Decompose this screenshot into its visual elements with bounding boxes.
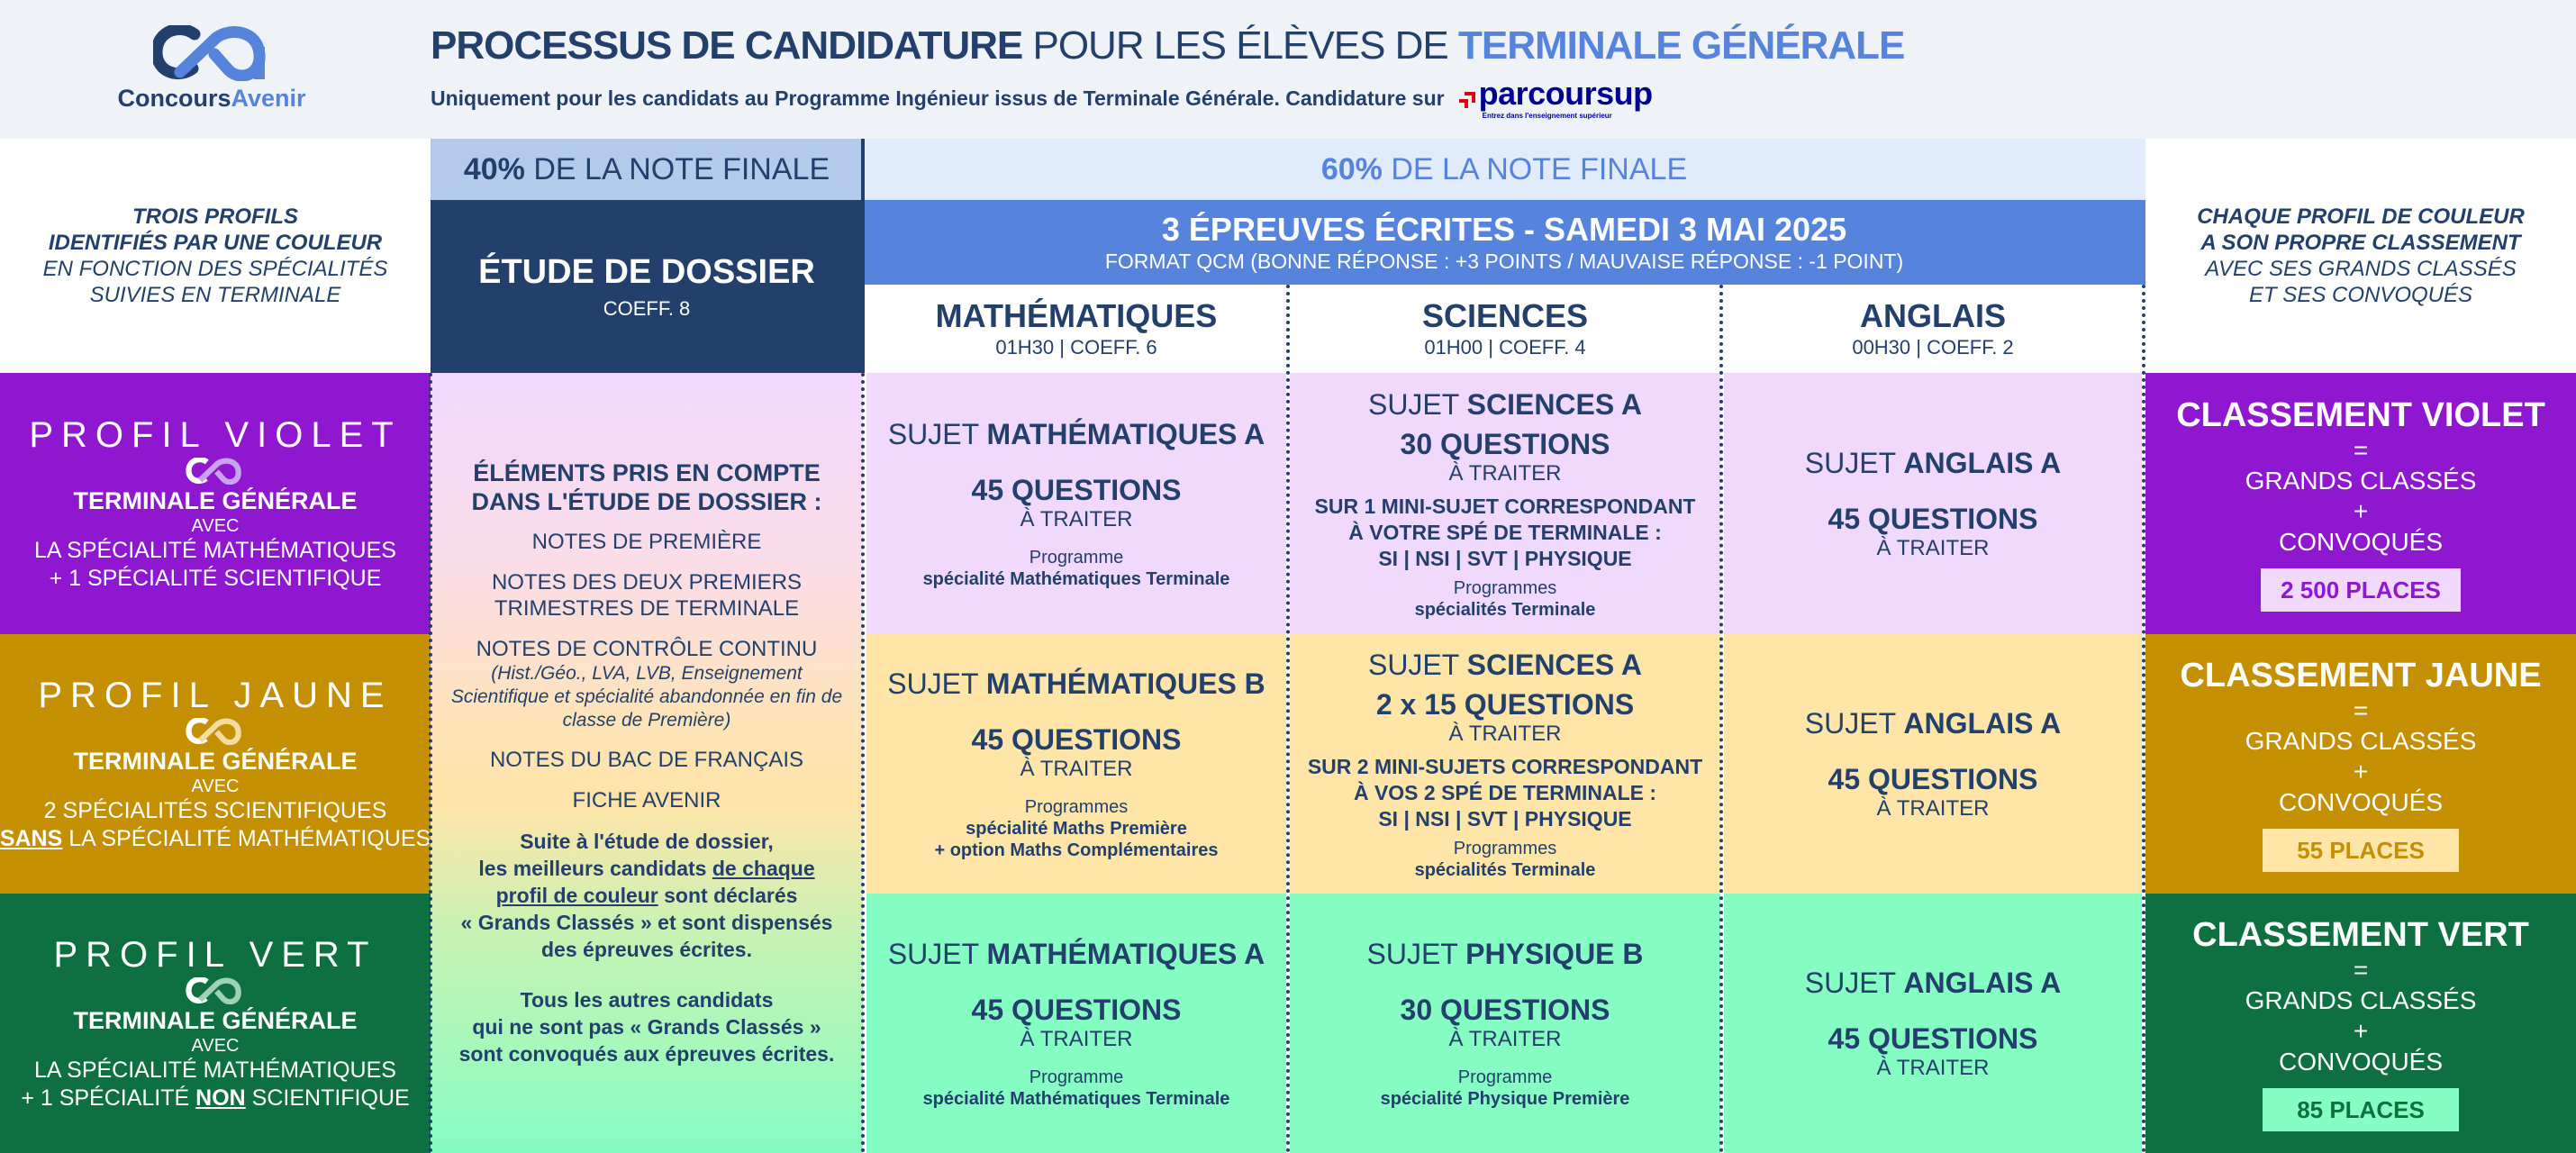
exam-cell-jaune-anglais	[1724, 634, 2142, 894]
dotted-divider	[2142, 285, 2145, 1153]
profile-avec: AVEC	[191, 1036, 240, 1056]
subtitle-text: Uniquement pour les candidats au Programme Ingénieur issus de Terminale Générale. Candidature sur	[431, 86, 1445, 110]
exam-cell-vert-anglais	[1724, 894, 2142, 1153]
profile-track: TERMINALE GÉNÉRALE	[73, 1007, 358, 1034]
epreuves-title: 3 ÉPREUVES ÉCRITES - SAMEDI 3 MAI 2025	[1161, 211, 1847, 248]
concours-avenir-logo-icon	[153, 25, 270, 81]
profile-jaune	[0, 634, 431, 894]
sujet-label: SUJET	[1366, 938, 1466, 970]
mini-line: SI | NSI | SVT | PHYSIQUE	[1378, 806, 1632, 831]
programme-label: Programmes	[1453, 577, 1557, 598]
sujet-label: SUJET	[887, 938, 987, 970]
profile-name: PROFIL JAUNE	[38, 676, 393, 715]
sujet-label: SUJET	[1367, 387, 1467, 421]
sujet-label: SUJET	[1804, 447, 1904, 479]
dossier-item-text: NOTES DE PREMIÈRE	[531, 530, 762, 554]
programme-detail: + option Maths Complémentaires	[934, 840, 1219, 860]
brand-part2: Avenir	[231, 85, 306, 112]
ranking-title: CLASSEMENT JAUNE	[2180, 657, 2542, 695]
programme	[1415, 838, 1596, 881]
title-part2: POUR LES ÉLÈVES DE	[1022, 23, 1458, 68]
dossier-item	[573, 787, 721, 813]
title-part3: TERMINALE GÉNÉRALE	[1458, 23, 1905, 68]
profile-avec: AVEC	[191, 516, 240, 536]
mini-line: À VOS 2 SPÉ DE TERMINALE :	[1353, 780, 1657, 804]
sujet-name: ANGLAIS A	[1903, 707, 2062, 740]
profile-vert	[0, 894, 431, 1153]
para-line: des épreuves écrites.	[541, 938, 752, 961]
para-line: « Grands Classés » et sont dispensés	[460, 911, 833, 934]
programme	[923, 547, 1230, 590]
weight-ecrits-label: DE LA NOTE FINALE	[1382, 151, 1688, 186]
dossier-title: ÉTUDE DE DOSSIER	[478, 252, 815, 291]
spec2-post: SCIENTIFIQUE	[245, 1085, 410, 1111]
para-line	[461, 855, 833, 882]
ranking-jaune	[2145, 634, 2576, 894]
brand-part1: Concours	[117, 85, 231, 112]
dossier-details-heading	[472, 458, 822, 516]
infinity-logo-icon	[186, 977, 245, 1004]
programme-detail: spécialités Terminale	[1414, 859, 1596, 880]
para-line: Tous les autres candidats	[520, 988, 774, 1012]
profile-spec1: 2 SPÉCIALITÉS SCIENTIFIQUES	[43, 798, 387, 823]
mini-line: À VOTRE SPÉ DE TERMINALE :	[1348, 520, 1662, 544]
programme	[934, 796, 1218, 861]
sujet-name: MATHÉMATIQUES B	[985, 667, 1265, 700]
infinity-logo-icon	[186, 718, 245, 745]
dossier-details	[431, 373, 863, 1153]
intro-left-line: TROIS PROFILS	[132, 204, 298, 229]
a-traiter: À TRAITER	[1020, 757, 1133, 781]
dossier-item-text: NOTES DU BAC DE FRANÇAIS	[489, 748, 804, 772]
sujet-name: ANGLAIS A	[1903, 447, 2062, 479]
exam-cell-vert-maths	[866, 894, 1286, 1153]
subject-header-maths	[866, 285, 1286, 373]
sujet-label: SUJET	[887, 418, 987, 450]
ranking-eq: =	[2353, 956, 2369, 984]
parcoursup-arrow-icon	[1457, 90, 1477, 110]
ranking-convoques: CONVOQUÉS	[2278, 788, 2444, 816]
spec2-pre: + 1 SPÉCIALITÉ SCIENTIFIQUE	[49, 566, 382, 591]
exam-cell-violet-maths	[866, 373, 1286, 634]
parcoursup-word: parcoursup	[1478, 75, 1653, 112]
epreuves-header	[863, 200, 2145, 285]
column-divider	[861, 139, 865, 373]
convoques-paragraph	[459, 986, 835, 1067]
dotted-divider	[1719, 285, 1723, 1153]
grands-classes-paragraph	[461, 828, 833, 963]
infinity-logo-icon	[186, 458, 245, 485]
programme-label: Programme	[1029, 1067, 1124, 1087]
question-count: 45 QUESTIONS	[1828, 503, 2038, 535]
ranking-vert	[2145, 894, 2576, 1153]
epreuves-format: FORMAT QCM (BONNE RÉPONSE : +3 POINTS / MAUVAISE RÉPONSE : -1 POINT)	[1104, 250, 1904, 273]
a-traiter: À TRAITER	[1020, 507, 1133, 531]
para-line	[461, 882, 833, 909]
parcoursup-tagline: Entrez dans l'enseignement supérieur	[1482, 112, 1612, 120]
question-count: 30 QUESTIONS	[1400, 427, 1610, 460]
a-traiter: À TRAITER	[1448, 721, 1562, 746]
programme-label: Programme	[1029, 548, 1124, 567]
exam-cell-jaune-sciences	[1290, 634, 1720, 894]
heading-line: ÉLÉMENTS PRIS EN COMPTE	[473, 459, 821, 486]
question-count: 2 x 15 QUESTIONS	[1375, 687, 1635, 721]
dossier-item	[447, 636, 847, 732]
programme	[1381, 1067, 1630, 1110]
sujet-name: ANGLAIS A	[1903, 967, 2062, 999]
subject-name: ANGLAIS	[1860, 297, 2006, 334]
spec2-underlined: NON	[195, 1085, 246, 1111]
programme-detail: spécialités Terminale	[1414, 599, 1596, 620]
dossier-item-text: NOTES DES DEUX PREMIERS	[491, 570, 803, 595]
sujet-label: SUJET	[887, 667, 986, 700]
ranking-grands-classes: GRANDS CLASSÉS	[2245, 467, 2477, 495]
dotted-divider	[861, 373, 865, 1153]
exam-cell-violet-anglais	[1724, 373, 2142, 634]
dossier-item	[492, 569, 802, 622]
places-badge: 2 500 PLACES	[2261, 568, 2461, 612]
question-count: 45 QUESTIONS	[1828, 763, 2038, 795]
parcoursup-logo[interactable]	[1457, 77, 1653, 120]
programme-label: Programmes	[1453, 838, 1557, 858]
profile-name: PROFIL VERT	[53, 935, 377, 975]
ranking-eq: =	[2353, 436, 2369, 464]
a-traiter: À TRAITER	[1876, 536, 1990, 560]
dossier-coeff: COEFF. 8	[603, 296, 691, 320]
para-underlined: de chaque	[712, 857, 815, 880]
places-badge: 85 PLACES	[2263, 1088, 2459, 1131]
profile-name: PROFIL VIOLET	[29, 415, 402, 455]
dossier-item	[490, 747, 803, 773]
ranking-grands-classes: GRANDS CLASSÉS	[2245, 986, 2477, 1014]
subject-header-anglais	[1724, 285, 2142, 373]
dossier-item-note: (Hist./Géo., LVA, LVB, Enseignement Scientifique et spécialité abandonnée en fin de classe de Première)	[450, 663, 843, 731]
exam-cell-vert-sciences	[1290, 894, 1720, 1153]
intro-left-line: IDENTIFIÉS PAR UNE COULEUR	[48, 231, 383, 255]
a-traiter: À TRAITER	[1448, 1027, 1562, 1051]
programme-detail: spécialité Maths Première	[966, 819, 1187, 839]
ranking-violet	[2145, 373, 2576, 634]
intro-right	[2145, 139, 2576, 373]
dossier-item-text: TRIMESTRES DE TERMINALE	[494, 596, 800, 621]
para-line: qui ne sont pas « Grands Classés »	[472, 1015, 821, 1039]
para-text: les meilleurs candidats	[478, 857, 712, 880]
exam-cell-violet-sciences	[1290, 373, 1720, 634]
profile-violet	[0, 373, 431, 634]
programme-label: Programmes	[1024, 797, 1129, 817]
sujet-label: SUJET	[1804, 707, 1904, 740]
intro-right-line: A SON PROPRE CLASSEMENT	[2200, 231, 2521, 255]
profile-spec2	[21, 1085, 409, 1112]
ranking-eq: =	[2353, 696, 2369, 724]
profile-spec2	[0, 825, 431, 853]
sujet-name: PHYSIQUE B	[1465, 938, 1644, 970]
intro-left	[0, 139, 431, 373]
sujet-label: SUJET	[1367, 648, 1467, 681]
spec2-pre: + 1 SPÉCIALITÉ	[21, 1085, 196, 1111]
ranking-convoques: CONVOQUÉS	[2278, 528, 2444, 556]
profile-track: TERMINALE GÉNÉRALE	[73, 748, 358, 775]
mini-line: SI | NSI | SVT | PHYSIQUE	[1378, 546, 1632, 570]
weight-dossier-pct: 40%	[463, 151, 525, 186]
subject-meta: 00H30 | COEFF. 2	[1852, 336, 2014, 359]
sujet-label: SUJET	[1804, 967, 1904, 999]
spec2-underlined: SANS	[0, 826, 63, 851]
dossier-header	[431, 200, 863, 373]
para-underlined: profil de couleur	[495, 884, 658, 907]
ranking-convoques: CONVOQUÉS	[2278, 1048, 2444, 1076]
a-traiter: À TRAITER	[1448, 460, 1562, 486]
para-text: sont déclarés	[658, 884, 798, 907]
profile-avec: AVEC	[191, 776, 240, 796]
page-title	[431, 23, 1904, 68]
programme-detail: spécialité Mathématiques Terminale	[922, 1089, 1230, 1109]
mini-sujet	[1315, 494, 1696, 572]
intro-left-line: EN FONCTION DES SPÉCIALITÉS	[42, 257, 388, 281]
ranking-title: CLASSEMENT VIOLET	[2176, 396, 2545, 434]
concours-avenir-logo	[99, 25, 324, 124]
ranking-grands-classes: GRANDS CLASSÉS	[2245, 727, 2477, 755]
brand-name	[99, 85, 324, 113]
a-traiter: À TRAITER	[1876, 796, 1990, 821]
exam-cell-jaune-maths	[866, 634, 1286, 894]
intro-right-line: AVEC SES GRANDS CLASSÉS	[2205, 257, 2517, 281]
programme-detail: spécialité Physique Première	[1380, 1089, 1630, 1109]
programme-label: Programme	[1457, 1067, 1553, 1087]
intro-right-line: ET SES CONVOQUÉS	[2248, 283, 2473, 307]
profile-track: TERMINALE GÉNÉRALE	[73, 487, 358, 514]
dotted-divider	[1286, 285, 1290, 1153]
subject-name: SCIENCES	[1421, 297, 1589, 334]
para-line: Suite à l'étude de dossier,	[520, 830, 774, 853]
ranking-plus: +	[2353, 497, 2369, 525]
profile-spec2	[50, 565, 382, 593]
ranking-plus: +	[2353, 758, 2369, 785]
spec2-post: LA SPÉCIALITÉ MATHÉMATIQUES	[62, 826, 431, 851]
subject-meta: 01H00 | COEFF. 4	[1424, 336, 1586, 359]
a-traiter: À TRAITER	[1020, 1027, 1133, 1051]
weight-ecrits-pct: 60%	[1320, 151, 1383, 186]
question-count: 45 QUESTIONS	[1828, 1022, 2038, 1055]
heading-line: DANS L'ÉTUDE DE DOSSIER :	[471, 488, 822, 515]
weight-ecrits	[863, 139, 2145, 200]
weight-dossier-label: DE LA NOTE FINALE	[524, 151, 830, 186]
question-count: 45 QUESTIONS	[971, 474, 1182, 506]
sujet-name: SCIENCES A	[1466, 648, 1643, 681]
sujet-name: SCIENCES A	[1466, 387, 1643, 421]
ranking-title: CLASSEMENT VERT	[2192, 916, 2529, 954]
dossier-item-text: NOTES DE CONTRÔLE CONTINU	[476, 637, 818, 661]
intro-left-line: SUIVIES EN TERMINALE	[89, 283, 341, 307]
ranking-plus: +	[2353, 1017, 2369, 1045]
profile-spec1: LA SPÉCIALITÉ MATHÉMATIQUES	[34, 538, 396, 563]
para-line: sont convoqués aux épreuves écrites.	[458, 1042, 835, 1066]
mini-line: SUR 1 MINI-SUJET CORRESPONDANT	[1314, 494, 1696, 518]
dossier-item	[532, 529, 762, 555]
places-badge: 55 PLACES	[2263, 829, 2459, 872]
subject-meta: 01H30 | COEFF. 6	[995, 336, 1157, 359]
programme	[923, 1067, 1230, 1110]
programme-detail: spécialité Mathématiques Terminale	[922, 569, 1230, 589]
page-subtitle	[431, 77, 1653, 120]
intro-right-line: CHAQUE PROFIL DE COULEUR	[2197, 204, 2525, 229]
programme	[1415, 577, 1596, 621]
weight-dossier	[431, 139, 863, 200]
mini-sujet	[1308, 754, 1702, 832]
a-traiter: À TRAITER	[1876, 1056, 1990, 1080]
header	[0, 0, 2576, 139]
dotted-divider	[429, 373, 432, 1153]
sujet-name: MATHÉMATIQUES A	[986, 418, 1265, 450]
title-part1: PROCESSUS DE CANDIDATURE	[431, 23, 1023, 68]
profile-spec1: LA SPÉCIALITÉ MATHÉMATIQUES	[34, 1058, 396, 1083]
question-count: 30 QUESTIONS	[1400, 994, 1610, 1026]
sujet-name: MATHÉMATIQUES A	[986, 938, 1265, 970]
subject-name: MATHÉMATIQUES	[935, 297, 1218, 334]
question-count: 45 QUESTIONS	[971, 994, 1182, 1026]
dossier-item-text: FICHE AVENIR	[572, 788, 721, 813]
subject-header-sciences	[1290, 285, 1720, 373]
question-count: 45 QUESTIONS	[971, 723, 1182, 756]
mini-line: SUR 2 MINI-SUJETS CORRESPONDANT	[1307, 754, 1703, 778]
